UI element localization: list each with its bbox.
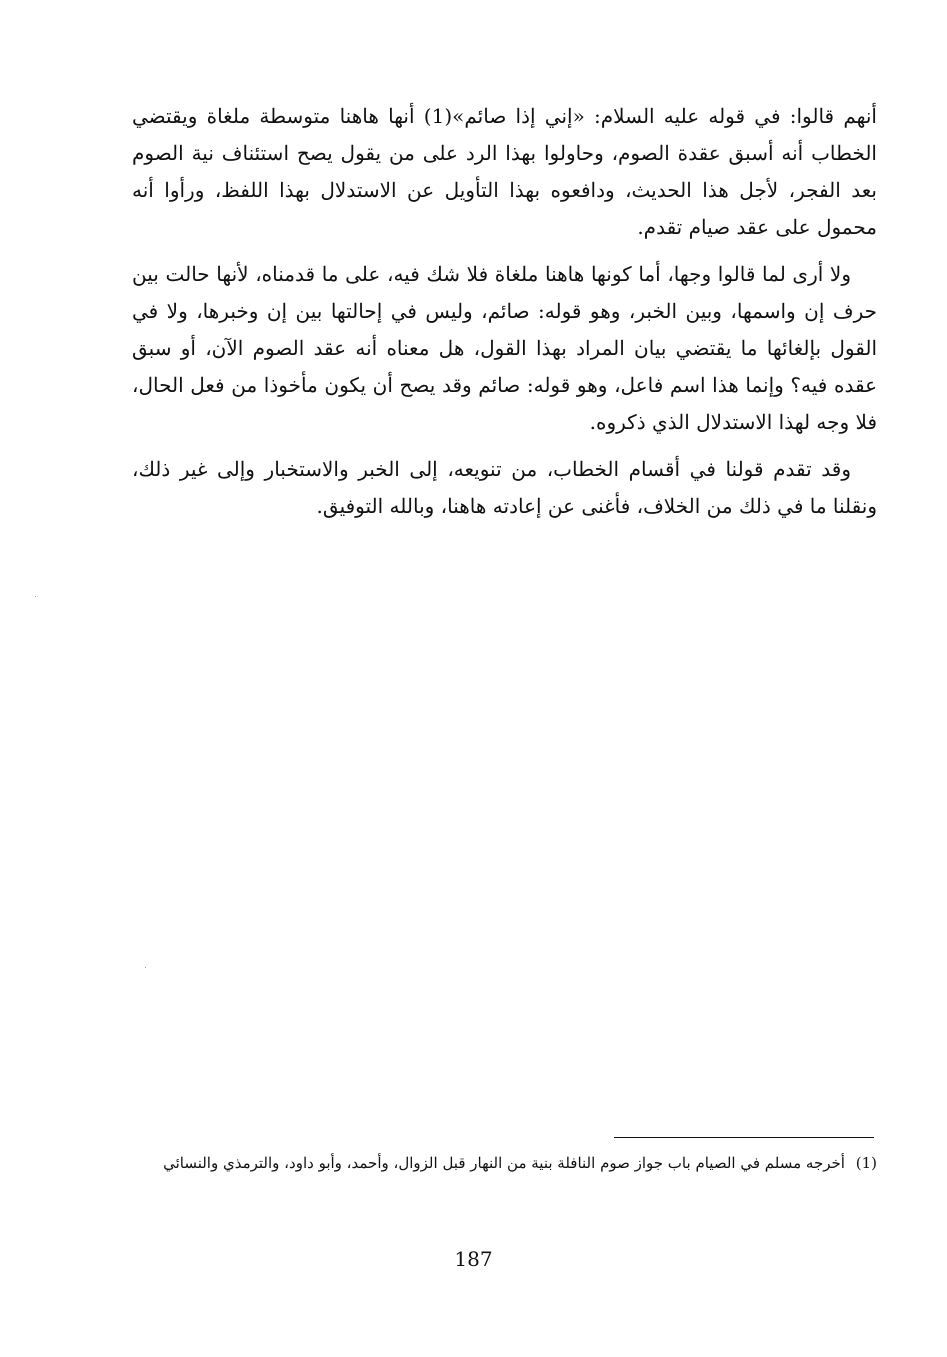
paragraph-1: أنهم قالوا: في قوله عليه السلام: «إني إذا صائم»(1) أنها هاهنا متوسطة ملغاة ويقتضي الخطاب أنه أسبق عقدة الصوم، وحاولوا بهذا الرد على من يقول يصح استئناف نية الصوم بعد الفجر، لأجل هذا الحديث، ودافعوه بهذا التأويل عن الاستدلال بهذا اللفظ، ورأوا أنه محمول على عقد صيام تقدم. bbox=[132, 104, 877, 239]
footnote-text: أخرجه مسلم في الصيام باب جواز صوم النافلة بنية من النهار قبل الزوال، وأحمد، وأبو داود، والترمذي والنسائي bbox=[163, 1154, 845, 1172]
paragraph-3: وقد تقدم قولنا في أقسام الخطاب، من تنويعه، إلى الخبر والاستخبار وإلى غير ذلك، ونقلنا ما في ذلك من الخلاف، فأغنى عن إعادته هاهنا، وبالله التوفيق. bbox=[132, 457, 877, 518]
main-text-block bbox=[132, 98, 877, 535]
paragraph-2: ولا أرى لما قالوا وجها، أما كونها هاهنا ملغاة فلا شك فيه، على ما قدمناه، لأنها حالت بين حرف إن واسمها، وبين الخبر، وهو قوله: صائم، وليس في إحالتها بين إن وخبرها، ولا في القول بإلغائها ما يقتضي بيان المراد بهذا القول، هل معناه أنه عقد الصوم الآن، أو سبق عقده فيه؟ وإنما هذا اسم فاعل، وهو قوله: صائم وقد يصح أن يكون مأخوذا من فعل الحال، فلا وجه لهذا الاستدلال الذي ذكروه. bbox=[132, 262, 877, 434]
scan-speck bbox=[145, 967, 146, 968]
footnote-separator bbox=[614, 1137, 874, 1138]
footnote-marker: (1) bbox=[855, 1154, 877, 1172]
footnote bbox=[132, 1150, 877, 1177]
page-number: 187 bbox=[454, 1247, 493, 1271]
scan-speck bbox=[35, 596, 36, 597]
